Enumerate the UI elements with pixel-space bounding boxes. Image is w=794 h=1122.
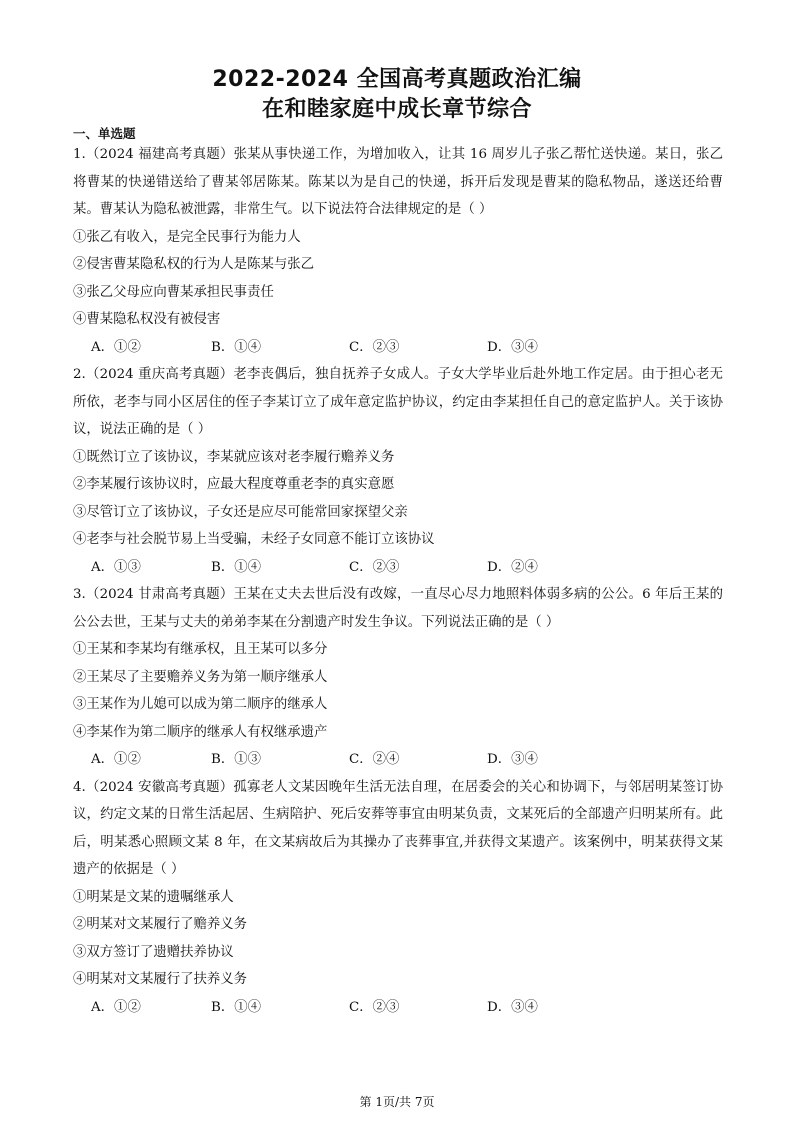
choice-b: B．①③	[211, 752, 262, 767]
answer-choices	[73, 746, 723, 774]
statement-option: ①张乙有收入，是完全民事行为能力人	[73, 229, 301, 245]
question-1	[73, 141, 723, 361]
statement-option: ①王某和李某均有继承权，且王某可以多分	[73, 642, 328, 657]
statement-option: ②侵害曹某隐私权的行为人是陈某与张乙	[73, 257, 315, 272]
statement-option: ③张乙父母应向曹某承担民事责任	[73, 284, 274, 300]
choice-a: A．①②	[91, 339, 141, 355]
choice-d: D．③④	[487, 339, 538, 355]
choice-b: B．①④	[211, 339, 262, 355]
answer-choices	[73, 994, 723, 1022]
statement-option: ③双方签订了遗赠扶养协议	[73, 944, 234, 960]
choice-d: D．③④	[487, 999, 538, 1015]
statement-option: ③尽管订立了该协议，子女还是应尽可能常回家探望父亲	[73, 504, 408, 520]
statement-option: ①既然订立了该协议，李某就应该对老李履行赡养义务	[73, 449, 395, 465]
section-heading: 一、单选题	[73, 126, 136, 141]
choice-b: B．①④	[211, 999, 262, 1015]
statement-option: ②王某尽了主要赡养义务为第一顺序继承人	[73, 669, 328, 685]
question-stem: 4.（2024 安徽高考真题）孤寡老人文某因晚年生活无法自理，在居委会的关心和协调下，与邻居明某签订协议，约定文某的日常生活起居、生病陪护、死后安葬等事宜由明某负责，文某死后的全部遗产归明某所有。此后，明某悉心照顾文某 8 年，在文某病故后为其操办了丧葬事宜,并获得文某遗产。该案例中，明某获得文某遗产的依据是（ ）	[73, 779, 723, 877]
choice-a: A．①③	[91, 559, 141, 575]
statement-option: ④明某对文某履行了扶养义务	[73, 972, 248, 987]
choice-d: D．②④	[487, 559, 538, 575]
question-list	[73, 141, 723, 1021]
document-title-line1: 2022-2024 全国高考真题政治汇编	[212, 67, 582, 92]
page-number-footer: 第 1页/共 7页	[359, 1095, 435, 1109]
statement-option: ①明某是文某的遗嘱继承人	[73, 889, 234, 905]
choice-a: A．①②	[91, 752, 141, 767]
statement-option: ②明某对文某履行了赡养义务	[73, 917, 248, 932]
statement-option: ④老李与社会脱节易上当受骗，未经子女同意不能订立该协议	[73, 532, 435, 547]
statement-option: ④李某作为第二顺序的继承人有权继承遗产	[73, 724, 328, 740]
choice-c: C．②③	[349, 339, 400, 355]
answer-choices	[73, 554, 723, 582]
document-title-line2: 在和睦家庭中成长章节综合	[261, 97, 532, 122]
question-stem: 2.（2024 重庆高考真题）老李丧偶后，独自抚养子女成人。子女大学毕业后赴外地工作定居。由于担心老无所依，老李与同小区居住的侄子李某订立了成年意定监护协议，约定由李某担任自己的意定监护人。关于该协议，说法正确的是（ ）	[73, 367, 723, 437]
answer-choices	[73, 334, 723, 362]
statement-option: ②李某履行该协议时，应最大程度尊重老李的真实意愿	[73, 477, 395, 492]
choice-d: D．③④	[487, 752, 538, 767]
question-stem: 3.（2024 甘肃高考真题）王某在丈夫去世后没有改嫁，一直尽心尽力地照料体弱多病的公公。6 年后王某的公公去世，王某与丈夫的弟弟李某在分割遗产时发生争议。下列说法正确的是（ ）	[73, 587, 723, 630]
statement-option: ③王某作为儿媳可以成为第二顺序的继承人	[73, 697, 328, 712]
question-3	[73, 581, 723, 774]
choice-c: C．②③	[349, 559, 400, 575]
question-stem: 1.（2024 福建高考真题）张某从事快递工作，为增加收入，让其 16 周岁儿子张乙帮忙送快递。某日，张乙将曹某的快递错送给了曹某邻居陈某。陈某以为是自己的快递，拆开后发现是曹某的隐私物品，遂送还给曹某。曹某认为隐私被泄露，非常生气。以下说法符合法律规定的是（ ）	[73, 147, 723, 217]
statement-option: ④曹某隐私权没有被侵害	[73, 312, 221, 327]
question-4	[73, 774, 723, 1022]
question-2	[73, 361, 723, 581]
choice-c: C．②④	[349, 752, 400, 767]
choice-c: C．②③	[349, 999, 400, 1015]
choice-b: B．①④	[211, 559, 262, 575]
choice-a: A．①②	[91, 999, 141, 1015]
